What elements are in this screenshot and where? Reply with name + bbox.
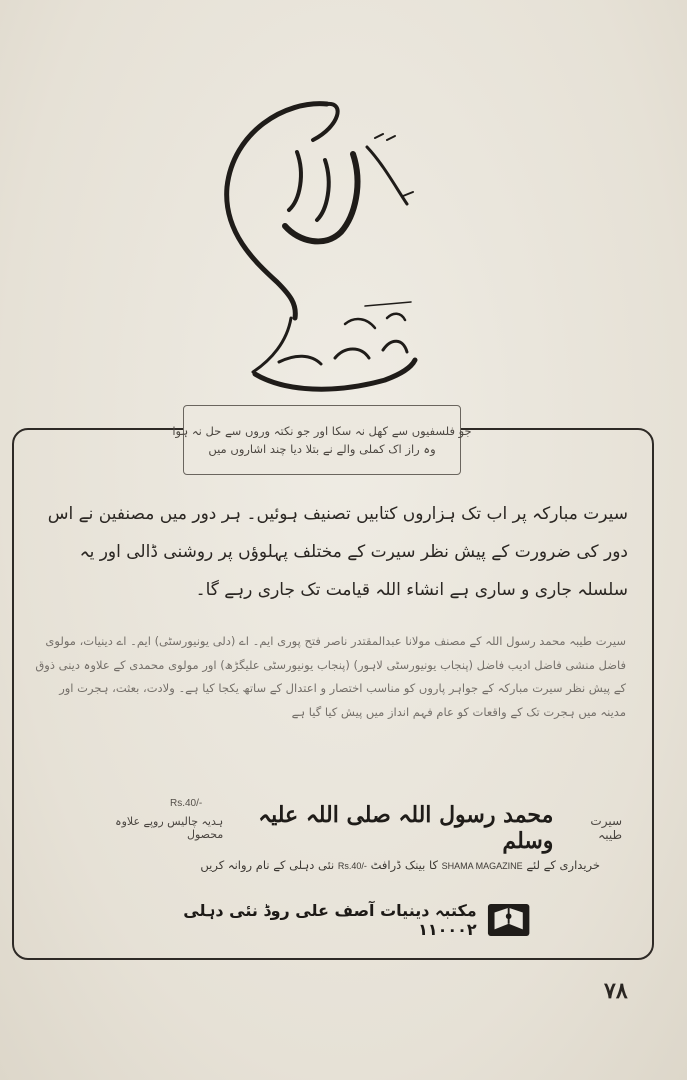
intro-paragraph: سیرت مبارکہ پر اب تک ہزاروں کتابیں تصنیف ہوئیں۔ ہر دور میں مصنفین نے اس دور کی ضرورت کے پیش نظر سیرت کے مختلف پہلوؤں پر روشنی ڈالی اور یہ سلسلہ جاری و ساری ہے انشاء اللہ قیامت تک جاری رہے گا۔ [47,504,628,600]
order-latin-1: SHAMA MAGAZINE [441,861,523,871]
book-title: محمد رسول اللہ صلی اللہ علیہ وسلم [258,802,554,854]
order-latin-2: Rs.40/- [337,861,367,871]
price-label: Rs.40/- [170,798,203,809]
couplet-line-2: وہ راز اک کملی والے نے بتلا دیا چند اشاروں میں [208,442,436,456]
order-text-mid: کا بینک ڈرافٹ [370,858,438,872]
detail-paragraph: سیرت طیبہ محمد رسول اللہ کے مصنف مولانا عبدالمقتدر ناصر فتح پوری ایم۔ اے (دلی یونیورسٹی) ایم۔ اے دینیات، مولوی فاضل منشی فاضل ادیب فاضل (پنجاب یونیورسٹی لاہور) (پنجاب یونیورسٹی علیگڑھ) اور مولوی محمدی کے علاوہ دینی ذوق کے پیش نظر سیرت مبارکہ کے جواہر پاروں کو مناسب اختصار و اعتدال کے ساتھ یکجا کیا ہے۔ ولادت، بعثت، ہجرت اور مدینہ میں ہجرت تک کے واقعات کو عام فہم انداز میں پیش کیا گیا ہے [35,634,626,719]
publisher-name: مکتبہ دینیات آصف علی روڈ نئی دہلی ۱۱۰۰۰۲ [183,901,477,939]
gift-note: ہدیہ چالیس روپے علاوہ محصول [115,815,224,841]
book-logo-icon [487,902,530,938]
order-instructions [100,858,600,872]
page-number: ۷۸ [604,978,628,1004]
publisher-row [140,900,530,940]
order-text-end: نئی دہلی کے نام روانہ کریں [200,858,335,872]
allah-calligraphy-icon [215,92,430,407]
poetry-couplet-box [172,405,472,475]
order-text-start: خریداری کے لئے [526,858,600,872]
title-prefix: سیرت طیبہ [590,814,622,842]
couplet-line-1: جو فلسفیوں سے کھل نہ سکا اور جو نکتہ وروں سے حل نہ ہوا [172,424,472,438]
